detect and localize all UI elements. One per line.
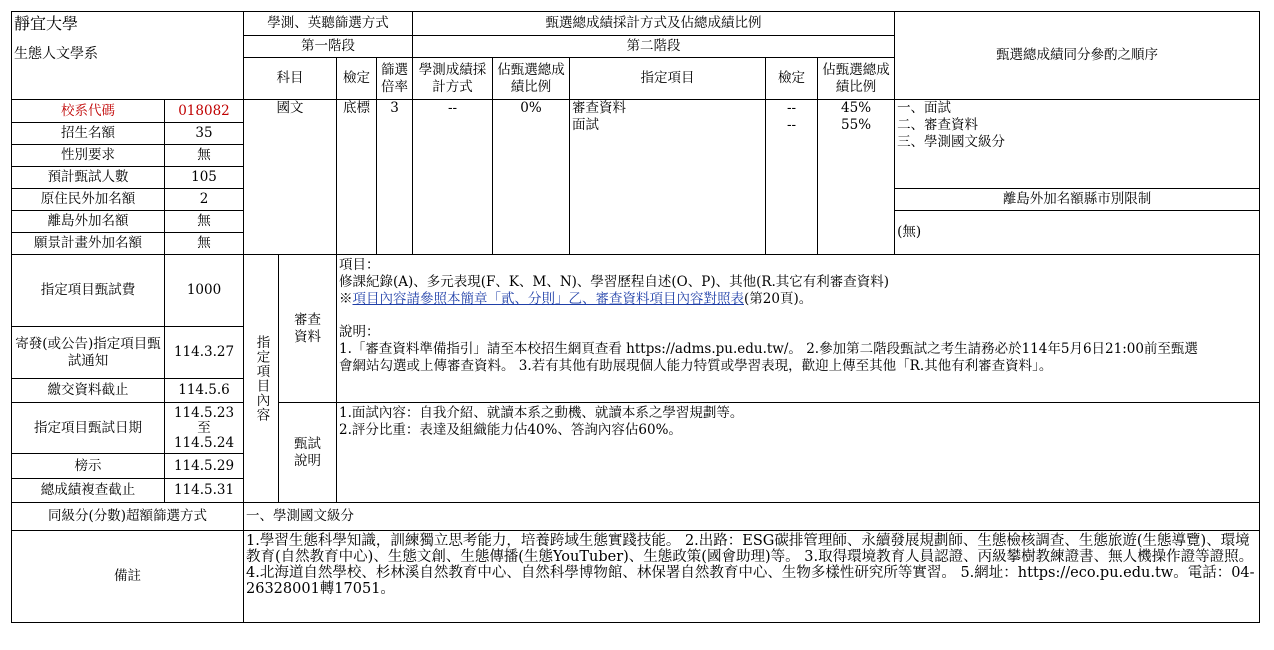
interview-line: 1.面試內容：自我介紹、就讀本系之動機、就讀本系之學習規劃等。 — [339, 405, 744, 421]
schedule-value: 114.5.6 — [165, 379, 244, 403]
stage1-ratio: 3 — [377, 100, 413, 255]
stage1-check: 底標 — [337, 100, 377, 255]
stage2-gsat-method: -- — [413, 100, 493, 255]
review-label-cell — [279, 255, 337, 403]
stage2-checks — [766, 100, 818, 255]
island-title: 離島外加名額縣市別限制 — [895, 189, 1260, 211]
basic-label: 原住民外加名額 — [12, 189, 165, 211]
tie-order-list — [895, 100, 1260, 189]
stage2-pcts — [818, 100, 895, 255]
tie-order-item: 二、審查資料 — [897, 117, 979, 133]
schedule-label: 總成績複查截止 — [12, 479, 165, 503]
basic-value: 無 — [165, 233, 244, 255]
basic-value: 105 — [165, 167, 244, 189]
check-header: 檢定 — [337, 58, 377, 100]
remarks-text: 1.學習生態科學知識，訓練獨立思考能力，培養跨域生態實踐技能。 2.出路：ESG碳排管理師、永續發展規劃師、生態檢核調查、生態旅遊(生態導覽)、環境教育(自然教育中心)、生態文創、生態傳播(生態YouTuber)、生態政策(國會助理)等。 3.取得環境教育人員認證、丙級攀樹教練證書、無人機操作證等證照。 4.北海道自然學校、杉林溪自然教育中心、自然科學博物館、林保署自然教育中心、生物多樣性研究所等實習。 5.網址：https://eco.pu.edu.tw。電話：04-26328001轉17051。 — [244, 531, 1260, 623]
basic-label: 願景計畫外加名額 — [12, 233, 165, 255]
subject-header: 科目 — [244, 58, 337, 100]
basic-value: 2 — [165, 189, 244, 211]
basic-value: 無 — [165, 211, 244, 233]
basic-label-code: 校系代碼 — [12, 100, 165, 123]
tie-order-item: 一、面試 — [897, 100, 952, 116]
main-table — [11, 11, 1260, 623]
pct2-header: 佔甄選總成績比例 — [818, 58, 895, 100]
basic-label: 預計甄試人數 — [12, 167, 165, 189]
review-line: 項目： — [339, 257, 380, 273]
basic-label: 性別要求 — [12, 145, 165, 167]
interview-label: 甄試說明 — [294, 435, 321, 469]
tie-method-value: 一、學測國文級分 — [244, 503, 1260, 531]
designated-header: 指定項目 — [570, 58, 766, 100]
pct-header: 佔甄選總成績比例 — [493, 58, 570, 100]
interview-line: 2.評分比重：表達及組織能力佔40%、答詢內容佔60%。 — [339, 422, 682, 438]
schedule-label: 指定項目甄試日期 — [12, 403, 165, 454]
interview-content — [337, 403, 1260, 503]
stage2-check: -- — [786, 100, 797, 116]
basic-value-code: 018082 — [165, 100, 244, 123]
review-line: 說明： — [339, 324, 380, 340]
schedule-value: 114.5.31 — [165, 479, 244, 503]
review-reference-link[interactable]: 項目內容請參照本簡章「貳、分則」乙、審查資料項目內容對照表 — [352, 291, 744, 307]
island-value: (無) — [895, 211, 1260, 255]
note-suffix: (第20頁)。 — [744, 291, 813, 307]
schedule-label: 寄發(或公告)指定項目甄試通知 — [12, 327, 165, 379]
schedule-value: 114.5.29 — [165, 454, 244, 479]
remarks-label: 備註 — [12, 531, 244, 623]
schedule-label: 榜示 — [12, 454, 165, 479]
stage2-items — [570, 100, 766, 255]
stage1-subject: 國文 — [244, 100, 337, 255]
schedule-value: 114.3.27 — [165, 327, 244, 379]
stage1-header: 第一階段 — [244, 36, 413, 58]
stage2-pct: 0% — [493, 100, 570, 255]
school-name: 靜宜大學 — [14, 14, 79, 33]
stage2-pct-value: 55% — [841, 117, 872, 133]
gsat-method-header: 學測成績採計方式 — [413, 58, 493, 100]
review-content — [337, 255, 1260, 403]
basic-value: 35 — [165, 123, 244, 145]
schedule-label: 繳交資料截止 — [12, 379, 165, 403]
school-info-cell — [12, 12, 244, 100]
basic-label: 離島外加名額 — [12, 211, 165, 233]
tie-order-item: 三、學測國文級分 — [897, 134, 1006, 150]
note-mark: ※ — [339, 291, 353, 307]
stage1-group-header: 學測、英聽篩選方式 — [244, 12, 413, 36]
stage2-group-header: 甄選總成績採計方式及佔總成績比例 — [413, 12, 895, 36]
review-line: 1.「審查資料準備指引」請至本校招生網頁查看 https://adms.pu.edu.tw/。 2.參加第二階段甄試之考生請務必於114年5月6日21:00前至甄選會網站勾選或上傳審查資料。 3.若有其他有助展現個人能力特質或學習表現，歡迎上傳至其他「R.其他有利審查資料」。 — [339, 341, 1198, 374]
content-label: 指定項目內容 — [253, 335, 270, 422]
dept-name: 生態人文學系 — [14, 46, 98, 62]
schedule-label: 指定項目甄試費 — [12, 255, 165, 327]
ratio-header: 篩選倍率 — [377, 58, 413, 100]
review-line: 修課紀錄(A)、多元表現(F、K、M、N)、學習歷程自述(O、P)、其他(R.其它有利審查資料) — [339, 274, 890, 290]
review-label: 審查資料 — [294, 311, 321, 345]
basic-label: 招生名額 — [12, 123, 165, 145]
interview-label-cell — [279, 403, 337, 503]
stage2-check: -- — [786, 117, 797, 133]
tie-method-label: 同級分(分數)超額篩選方式 — [12, 503, 244, 531]
basic-value: 無 — [165, 145, 244, 167]
content-label-cell — [244, 255, 279, 503]
stage2-header: 第二階段 — [413, 36, 895, 58]
stage2-item: 審查資料 — [572, 100, 626, 116]
stage2-item: 面試 — [572, 117, 599, 133]
schedule-value: 114.5.23 至 114.5.24 — [165, 403, 244, 454]
stage2-pct-value: 45% — [841, 100, 872, 116]
check2-header: 檢定 — [766, 58, 818, 100]
tie-order-header: 甄選總成績同分參酌之順序 — [895, 12, 1260, 100]
review-link-line — [339, 291, 1257, 308]
schedule-value: 1000 — [165, 255, 244, 327]
admission-table — [11, 11, 1259, 637]
